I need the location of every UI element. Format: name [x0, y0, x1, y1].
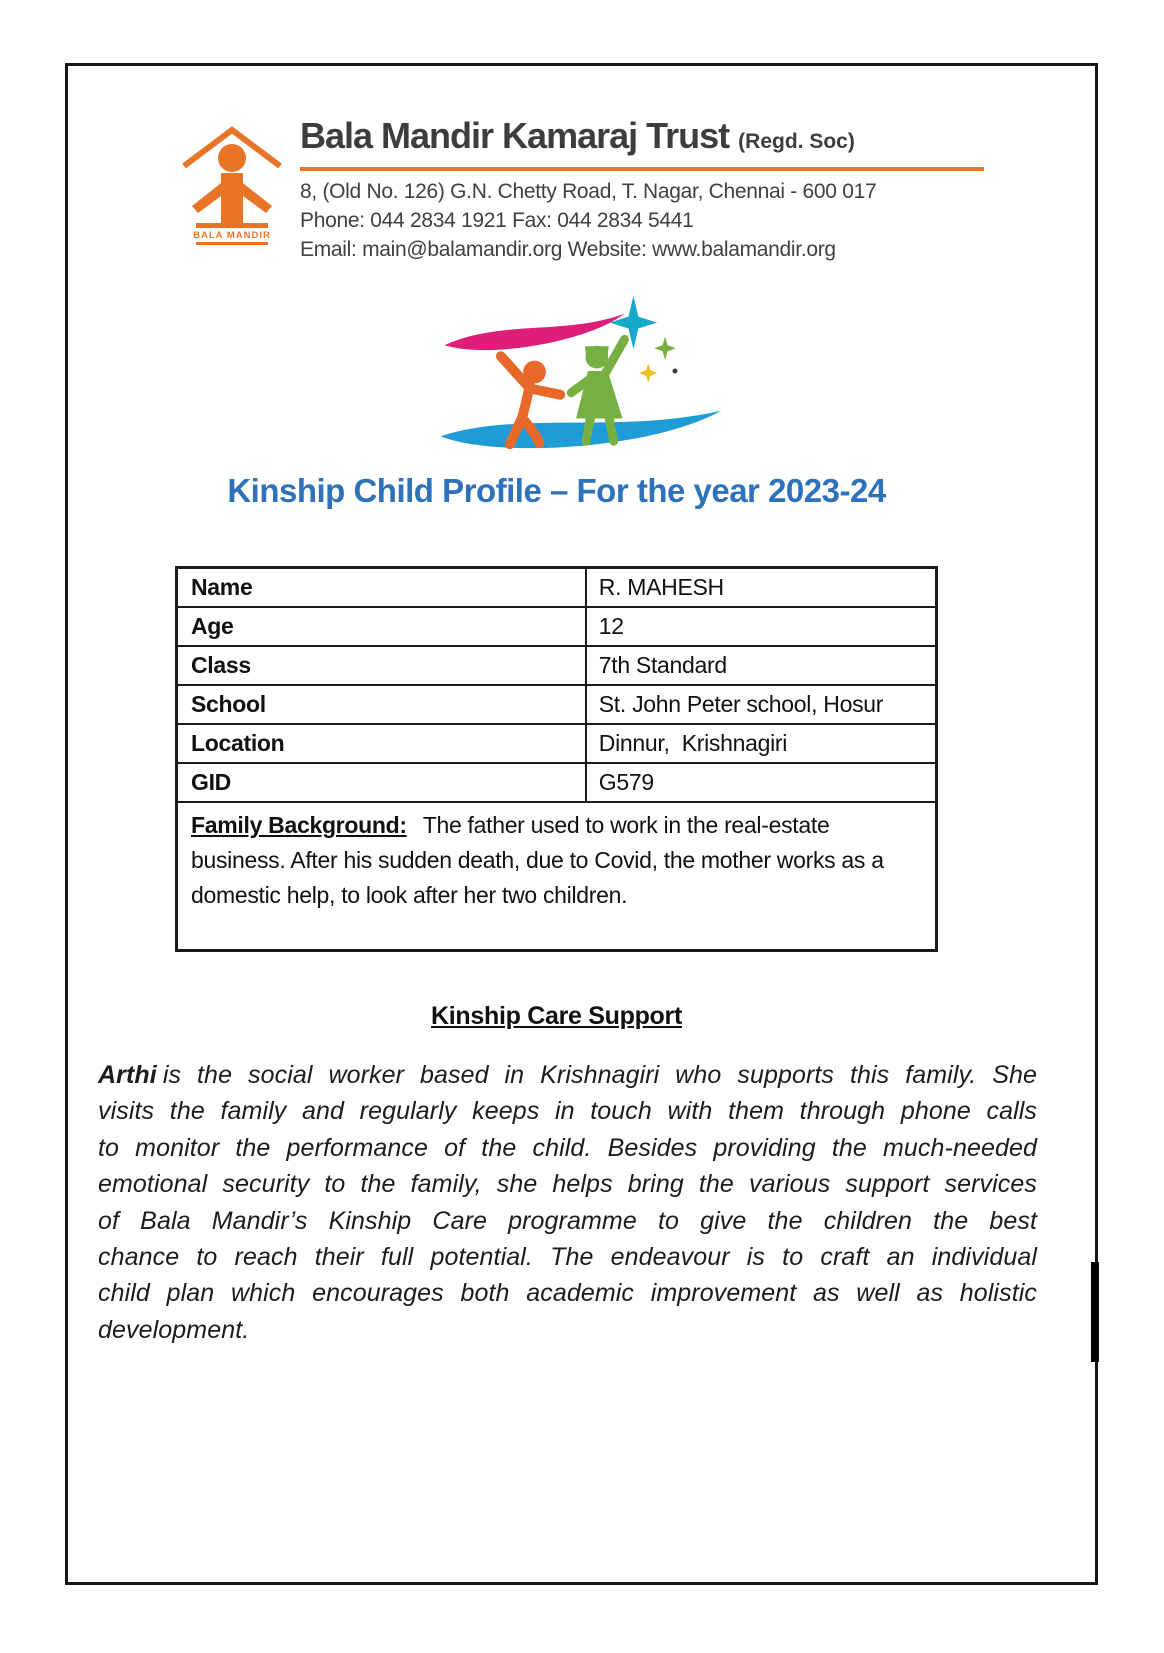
org-address: 8, (Old No. 126) G.N. Chetty Road, T. Nagar, Chennai - 600 017: [300, 180, 877, 203]
orange-divider: [300, 167, 984, 171]
row-label-location: Location: [178, 725, 587, 762]
family-background-label: Family Background:: [191, 812, 407, 838]
row-label-name: Name: [178, 569, 587, 606]
org-phone-fax: Phone: 044 2834 1921 Fax: 044 2834 5441: [300, 209, 694, 232]
org-email-web: Email: main@balamandir.org Website: www.balamandir.org: [300, 238, 836, 261]
table-row: [178, 606, 935, 645]
row-value-name: R. MAHESH: [598, 574, 724, 600]
support-paragraph: [98, 1057, 1037, 1348]
scan-artifact-mark: [1091, 1262, 1099, 1362]
row-label-age: Age: [178, 608, 587, 645]
family-background-cell: [178, 801, 935, 949]
org-name: [300, 116, 984, 162]
page-border: [65, 63, 1098, 1585]
row-value-gid: G579: [598, 769, 654, 795]
logo-caption: BALA MANDIR: [193, 230, 271, 241]
support-paragraph-body: is the social worker based in Krishnagiri who supports this family. She visits the family and regularly keeps in touch with them through phone calls to monitor the performance of the child. Besides providing the much-needed emotional security to the family, she helps bring the various support services of Bala Mandir’s Kinship Care programme to give the children the best chance to reach their full potential. The endeavour is to craft an individual child plan which encourages both academic improvement as well as holistic development.: [98, 1061, 1037, 1344]
section-heading: [175, 1002, 938, 1031]
row-value-age: 12: [598, 613, 624, 639]
table-row: [178, 684, 935, 723]
row-label-class: Class: [178, 647, 587, 684]
row-value-class: 7th Standard: [598, 652, 727, 678]
row-label-school: School: [178, 686, 587, 723]
table-row: [178, 723, 935, 762]
section-heading-text: Kinship Care Support: [431, 1002, 682, 1030]
family-background-text: The father used to work in the real-estate business. After his sudden death, due to Covid, the mother works as a domestic help, to look after her two children.: [191, 812, 884, 908]
row-value-school: St. John Peter school, Hosur: [598, 691, 884, 717]
social-worker-name: Arthi: [98, 1061, 157, 1089]
children-stars-logo-icon: [427, 284, 737, 462]
row-value-location: Dinnur, Krishnagiri: [598, 730, 788, 756]
page-title: Kinship Child Profile – For the year 2023-24: [227, 472, 886, 509]
child-profile-table: [175, 566, 938, 952]
table-row: [178, 569, 935, 606]
org-name-main: Bala Mandir Kamaraj Trust: [300, 115, 730, 156]
table-row: [178, 645, 935, 684]
table-row: [178, 762, 935, 801]
row-label-gid: GID: [178, 764, 587, 801]
letterhead-text: [300, 116, 984, 264]
bala-mandir-logo-icon: [176, 116, 288, 246]
letterhead: [176, 116, 1095, 264]
org-name-suffix: (Regd. Soc): [738, 130, 855, 153]
